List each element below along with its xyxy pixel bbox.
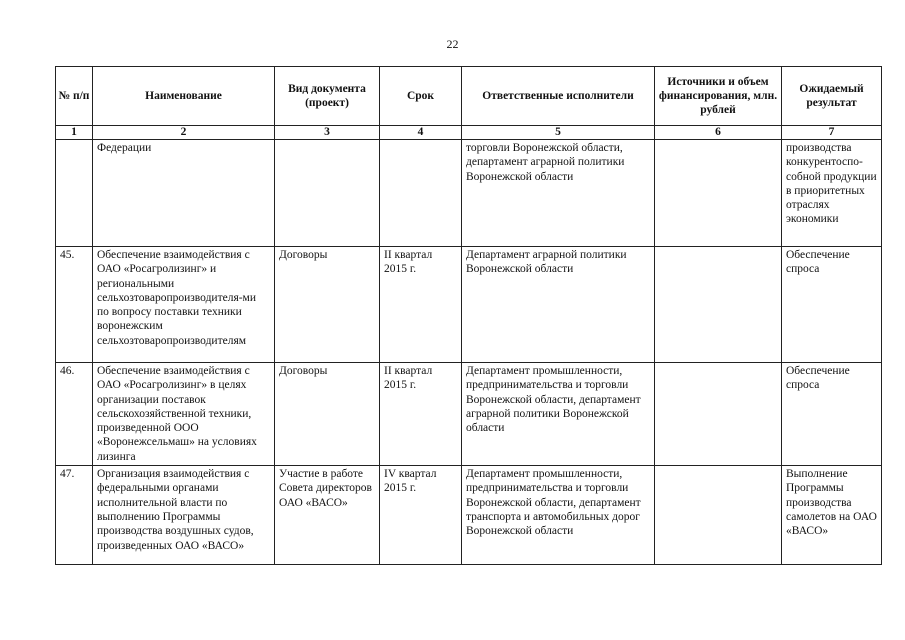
- row-responsible: Департамент промышленности, предпринимательства и торговли Воронежской области, департамент аграрной политики Воронежской области: [462, 363, 655, 466]
- header-number: № п/п: [56, 67, 93, 126]
- header-expected-result: Ожидаемый результат: [782, 67, 882, 126]
- row-responsible: Департамент аграрной политики Воронежской области: [462, 247, 655, 363]
- row-financing: [655, 466, 782, 565]
- header-financing: Источники и объем финансирования, млн. рублей: [655, 67, 782, 126]
- table-row: [56, 466, 882, 565]
- row-term: II квартал 2015 г.: [380, 247, 462, 363]
- row-term: IV квартал 2015 г.: [380, 466, 462, 565]
- table-row: [56, 247, 882, 363]
- row-document-type: Договоры: [275, 247, 380, 363]
- table-header-row: [56, 67, 882, 126]
- row-name: Федерации: [93, 140, 275, 247]
- row-name: Организация взаимодействия с федеральными органами исполнительной власти по выполнению Программы производства воздушных судов, произведенных ОАО «ВАСО»: [93, 466, 275, 565]
- row-responsible: торговли Воронежской области, департамент аграрной политики Воронежской области: [462, 140, 655, 247]
- row-number: 45.: [56, 247, 93, 363]
- column-number: 2: [93, 126, 275, 140]
- column-number: 6: [655, 126, 782, 140]
- row-expected-result: Обеспечение спроса: [782, 247, 882, 363]
- column-number: 5: [462, 126, 655, 140]
- header-name: Наименование: [93, 67, 275, 126]
- header-responsible: Ответственные исполнители: [462, 67, 655, 126]
- column-number: 3: [275, 126, 380, 140]
- row-financing: [655, 140, 782, 247]
- column-number: 4: [380, 126, 462, 140]
- row-financing: [655, 247, 782, 363]
- page-number: 22: [446, 37, 459, 51]
- row-name: Обеспечение взаимодействия с ОАО «Росагролизинг» в целях организации поставок сельскохозяйственной техники, произведенной ООО «Воронежсельмаш» на условиях лизинга: [93, 363, 275, 466]
- row-expected-result: Обеспечение спроса: [782, 363, 882, 466]
- row-number: 46.: [56, 363, 93, 466]
- table-row: [56, 363, 882, 466]
- row-expected-result: Выполнение Программы производства самолетов на ОАО «ВАСО»: [782, 466, 882, 565]
- table-row: [56, 140, 882, 247]
- header-term: Срок: [380, 67, 462, 126]
- row-responsible: Департамент промышленности, предпринимательства и торговли Воронежской области, департамент транспорта и автомобильных дорог Воронежской области: [462, 466, 655, 565]
- row-name: Обеспечение взаимодействия с ОАО «Росагролизинг» и региональными сельхозтоваропроизводителя-ми по вопросу поставки техники воронежским сельхозтоваропроизводителям: [93, 247, 275, 363]
- row-expected-result: производства конкурентоспо-собной продукции в приоритетных отраслях экономики: [782, 140, 882, 247]
- row-number: 47.: [56, 466, 93, 565]
- row-number: [56, 140, 93, 247]
- column-number: 1: [56, 126, 93, 140]
- row-document-type: Договоры: [275, 363, 380, 466]
- row-term: [380, 140, 462, 247]
- column-number: 7: [782, 126, 882, 140]
- column-numbers-row: [56, 126, 882, 140]
- row-financing: [655, 363, 782, 466]
- action-plan-table: [55, 66, 882, 565]
- header-document-type: Вид документа (проект): [275, 67, 380, 126]
- row-document-type: Участие в работе Совета директоров ОАО «ВАСО»: [275, 466, 380, 565]
- row-term: II квартал 2015 г.: [380, 363, 462, 466]
- row-document-type: [275, 140, 380, 247]
